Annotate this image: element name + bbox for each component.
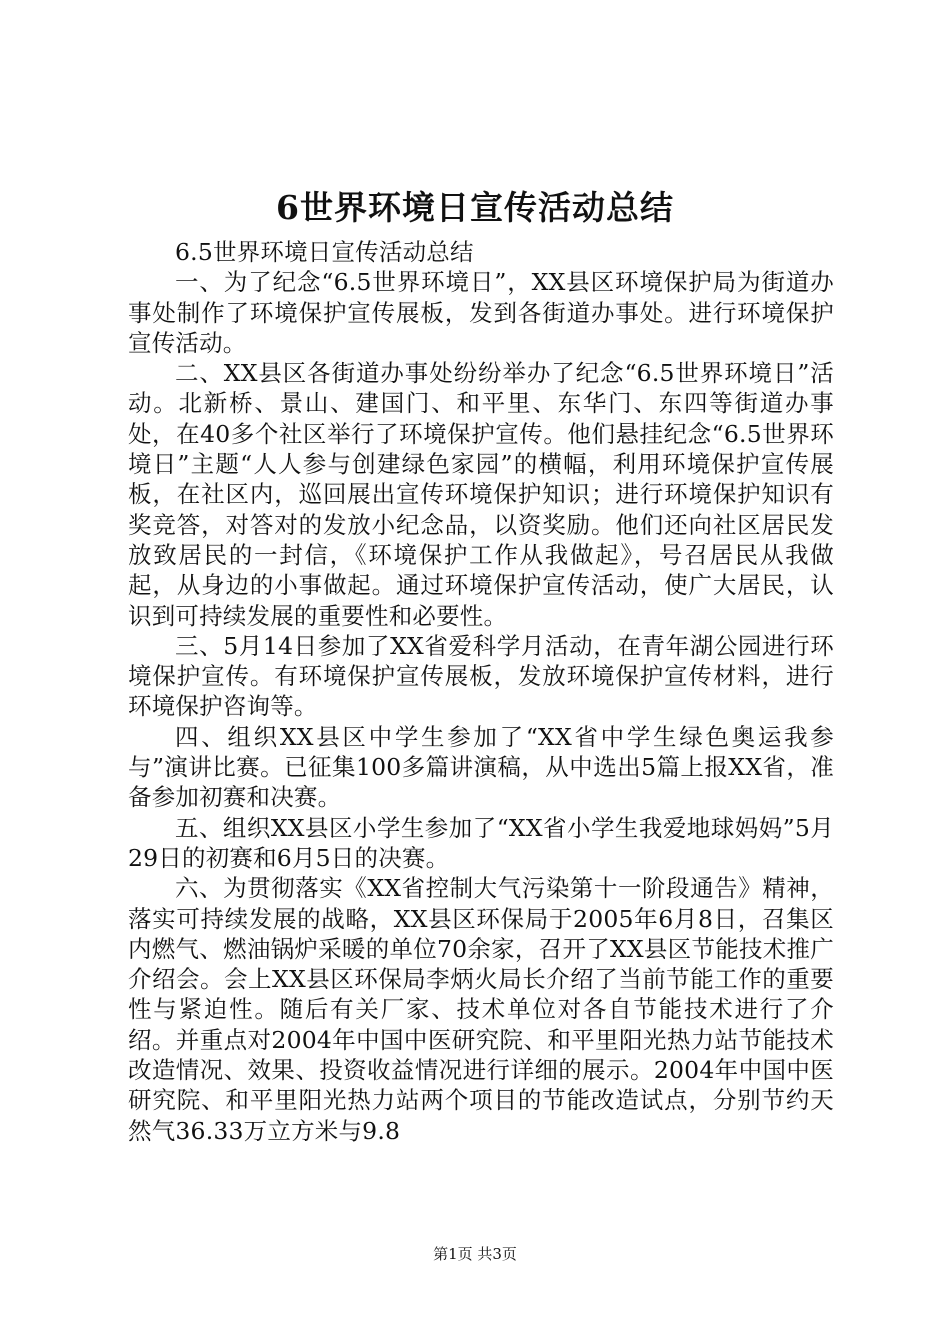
paragraph-1: 一、为了纪念“6.5世界环境日”，XX县区环境保护局为街道办事处制作了环境保护宣传展板，发到各街道办事处。进行环境保护宣传活动。 xyxy=(128,268,834,357)
paragraph-4: 四、组织XX县区中学生参加了“XX省中学生绿色奥运我参与”演讲比赛。已征集100多篇讲演稿，从中选出5篇上报XX省，准备参加初赛和决赛。 xyxy=(128,722,834,812)
page-indicator: 第1页 共3页 xyxy=(433,1245,517,1263)
paragraph-2: 二、XX县区各街道办事处纷纷举办了纪念“6.5世界环境日”活动。北新桥、景山、建国门、和平里、东华门、东四等街道办事处，在40多个社区举行了环境保护宣传。他们悬挂纪念“6.5世界环境日”主题“人人参与创建绿色家园”的横幅，利用环境保护宣传展板，在社区内，巡回展出宣传环境保护知识；进行环境保护知识有奖竞答，对答对的发放小纪念品，以资奖励。他们还向社区居民发放致居民的一封信，《环境保护工作从我做起》，号召居民从我做起，从身边的小事做起。通过环境保护宣传活动，使广大居民，认识到可持续发展的重要性和必要性。 xyxy=(128,359,834,630)
paragraph-6: 六、为贯彻落实《XX省控制大气污染第十一阶段通告》精神，落实可持续发展的战略，XX县区环保局于2005年6月8日，召集区内燃气、燃油锅炉采暖的单位70余家，召开了XX县区节能技术推广介绍会。会上XX县区环保局李炳火局长介绍了当前节能工作的重要性与紧迫性。随后有关厂家、技术单位对各自节能技术进行了介绍。并重点对2004年中国中医研究院、和平里阳光热力站节能技术改造情况、效果、投资收益情况进行详细的展示。2004年中国中医研究院、和平里阳光热力站两个项目的节能改造试点，分别节约天然气36.33万立方米与9.8 xyxy=(128,874,834,1145)
paragraph-5: 五、组织XX县区小学生参加了“XX省小学生我爱地球妈妈”5月29日的初赛和6月5日的决赛。 xyxy=(128,813,834,872)
paragraph-3: 三、5月14日参加了XX省爱科学月活动，在青年湖公园进行环境保护宣传。有环境保护宣传展板，发放环境保护宣传材料，进行环境保护咨询等。 xyxy=(128,631,834,721)
paragraph-subtitle: 6.5世界环境日宣传活动总结 xyxy=(175,238,474,266)
document-title: 6世界环境日宣传活动总结 xyxy=(276,188,674,227)
document-body xyxy=(128,237,834,1146)
